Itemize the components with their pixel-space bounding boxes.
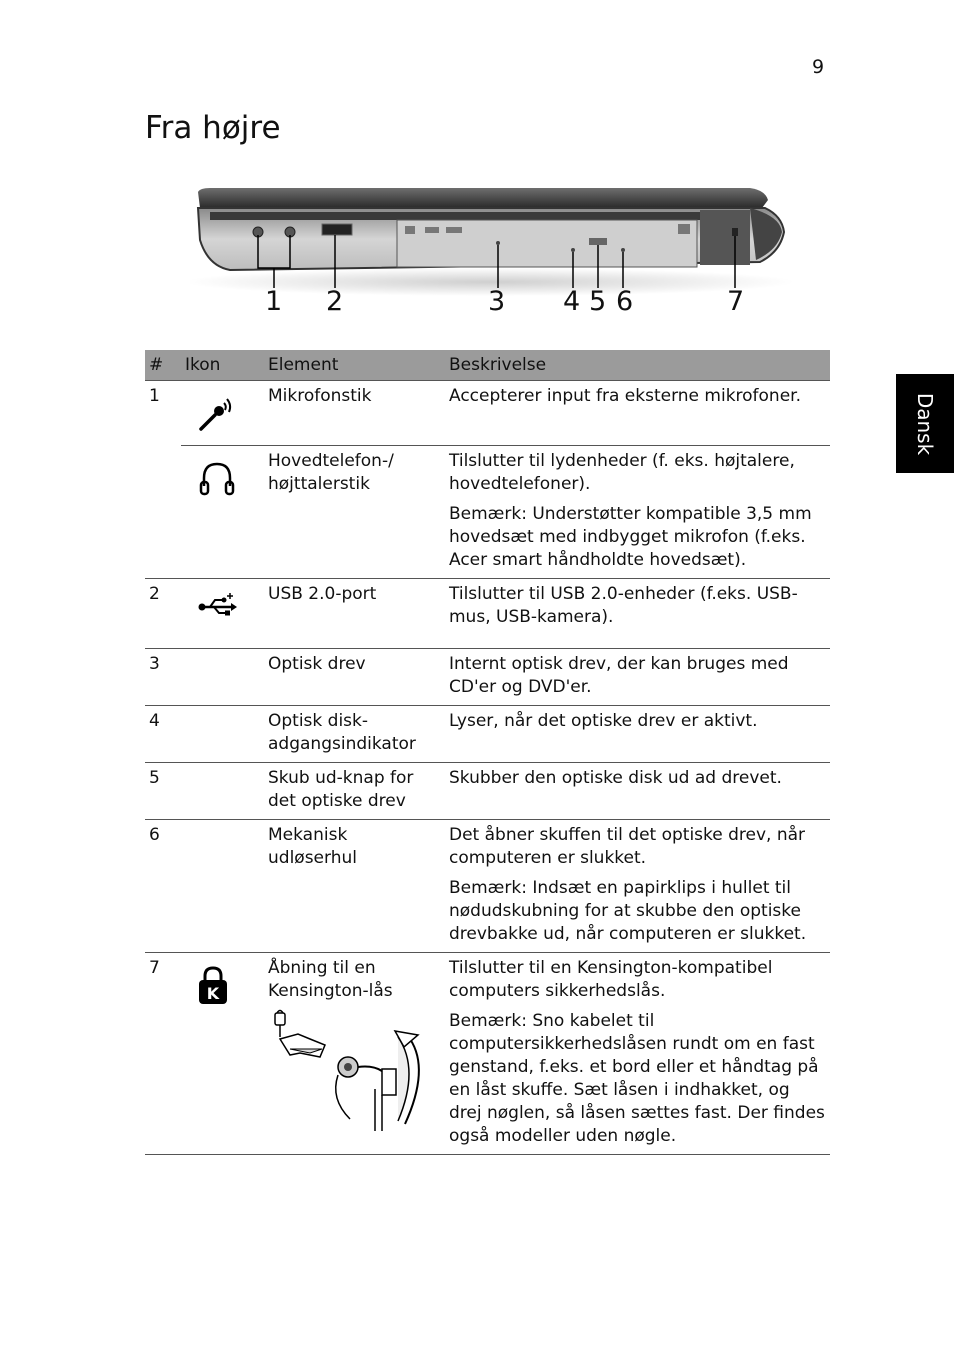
note-label: Bemærk:	[449, 878, 527, 898]
svg-text:K: K	[206, 984, 220, 1003]
element-name: Optisk disk-adgangsindikator	[264, 706, 445, 763]
table-row	[145, 579, 830, 649]
icon-cell	[181, 649, 264, 706]
callout-6: 6	[616, 286, 634, 317]
element-name: Mekanisk udløserhul	[264, 820, 445, 953]
element-description: Tilslutter til en Kensington-kompatibel computers sikkerhedslås. Bemærk: Sno kabelet til computersikkerhedslåsen rundt om en fast genstand, f.eks. et bord eller et håndtag på en låst skuffe. Sæt låsen i indhakket, og drej nøglen, så låsen sættes fast. Der findes også modeller uden nøgle.	[445, 953, 830, 1155]
page-number: 9	[812, 56, 825, 78]
usb-icon	[197, 591, 237, 619]
microphone-icon	[197, 393, 237, 433]
element-description: Tilslutter til USB 2.0-enheder (f.eks. USB-mus, USB-kamera).	[445, 579, 830, 649]
element-name: Åbning til en Kensington-lås	[268, 958, 393, 1001]
element-name: Mikrofonstik	[264, 381, 445, 446]
note-text: Sno kabelet til computersikkerhedslåsen rundt om en fast genstand, f.eks. et bord eller et håndtag på en låst skuffe. Sæt låsen i indhakket, og drej nøglen, så låsen sættes fast. Der findes også modeller uden nøgle.	[449, 1011, 825, 1146]
row-number: 7	[145, 953, 181, 1155]
table-row	[145, 446, 830, 579]
element-description: Lyser, når det optiske drev er aktivt.	[445, 706, 830, 763]
row-number	[145, 446, 181, 579]
element-cell	[264, 953, 445, 1155]
icon-cell	[181, 820, 264, 953]
element-name: Hovedtelefon-/ højttalerstik	[264, 446, 445, 579]
callout-4: 4	[563, 286, 581, 317]
table-header-row	[145, 350, 830, 381]
element-name: Optisk drev	[264, 649, 445, 706]
row-number: 5	[145, 763, 181, 820]
header-element: Element	[264, 350, 445, 381]
element-description: Det åbner skuffen til det optiske drev, når computeren er slukket. Bemærk: Indsæt en papirklips i hullet til nødudskubning for at skubbe den optiske drevbakke ud, når computeren er slukket.	[445, 820, 830, 953]
table-row	[145, 649, 830, 706]
table-row	[145, 706, 830, 763]
row-number: 1	[149, 386, 160, 406]
header-num: #	[145, 350, 181, 381]
headphones-icon	[197, 458, 237, 498]
note-text: Understøtter kompatible 3,5 mm hovedsæt med indbygget mikrofon (f.eks. Acer smart håndholdte hovedsæt).	[449, 504, 812, 570]
callout-7: 7	[727, 286, 745, 317]
row-number: 6	[145, 820, 181, 953]
callout-3: 3	[488, 286, 506, 317]
icon-cell	[181, 763, 264, 820]
table-row	[145, 953, 830, 1155]
note-text: Indsæt en papirklips i hullet til nødudskubning for at skubbe den optiske drevbakke ud, når computeren er slukket.	[449, 878, 807, 944]
element-name: USB 2.0-port	[264, 579, 445, 649]
callout-1: 1	[265, 286, 283, 317]
kensington-lock-illustration	[270, 1009, 435, 1134]
callout-5: 5	[589, 286, 607, 317]
icon-cell	[181, 381, 264, 446]
element-description: Skubber den optiske disk ud ad drevet.	[445, 763, 830, 820]
language-side-tab	[896, 374, 954, 473]
callout-2: 2	[326, 286, 344, 317]
row-number: 2	[145, 579, 181, 649]
icon-cell	[181, 706, 264, 763]
page-title: Fra højre	[145, 110, 281, 146]
note-label: Bemærk:	[449, 1011, 527, 1031]
header-description: Beskrivelse	[445, 350, 830, 381]
icon-cell	[181, 953, 264, 1155]
note-label: Bemærk:	[449, 504, 527, 524]
element-description: Accepterer input fra eksterne mikrofoner.	[445, 381, 830, 446]
ports-table	[145, 350, 830, 1155]
element-name: Skub ud-knap for det optiske drev	[264, 763, 445, 820]
row-number: 3	[145, 649, 181, 706]
table-row	[145, 820, 830, 953]
table-row	[145, 381, 830, 446]
icon-cell	[181, 579, 264, 649]
header-icon: Ikon	[181, 350, 264, 381]
row-number: 4	[145, 706, 181, 763]
kensington-icon	[197, 965, 229, 1005]
element-description: Internt optisk drev, der kan bruges med CD'er og DVD'er.	[445, 649, 830, 706]
icon-cell	[181, 446, 264, 579]
element-description: Tilslutter til lydenheder (f. eks. højtalere, hovedtelefoner). Bemærk: Understøtter kompatible 3,5 mm hovedsæt med indbygget mikrofon (f.eks. Acer smart håndholdte hovedsæt).	[445, 446, 830, 579]
side-tab-label: Dansk	[913, 392, 937, 455]
table-row	[145, 763, 830, 820]
